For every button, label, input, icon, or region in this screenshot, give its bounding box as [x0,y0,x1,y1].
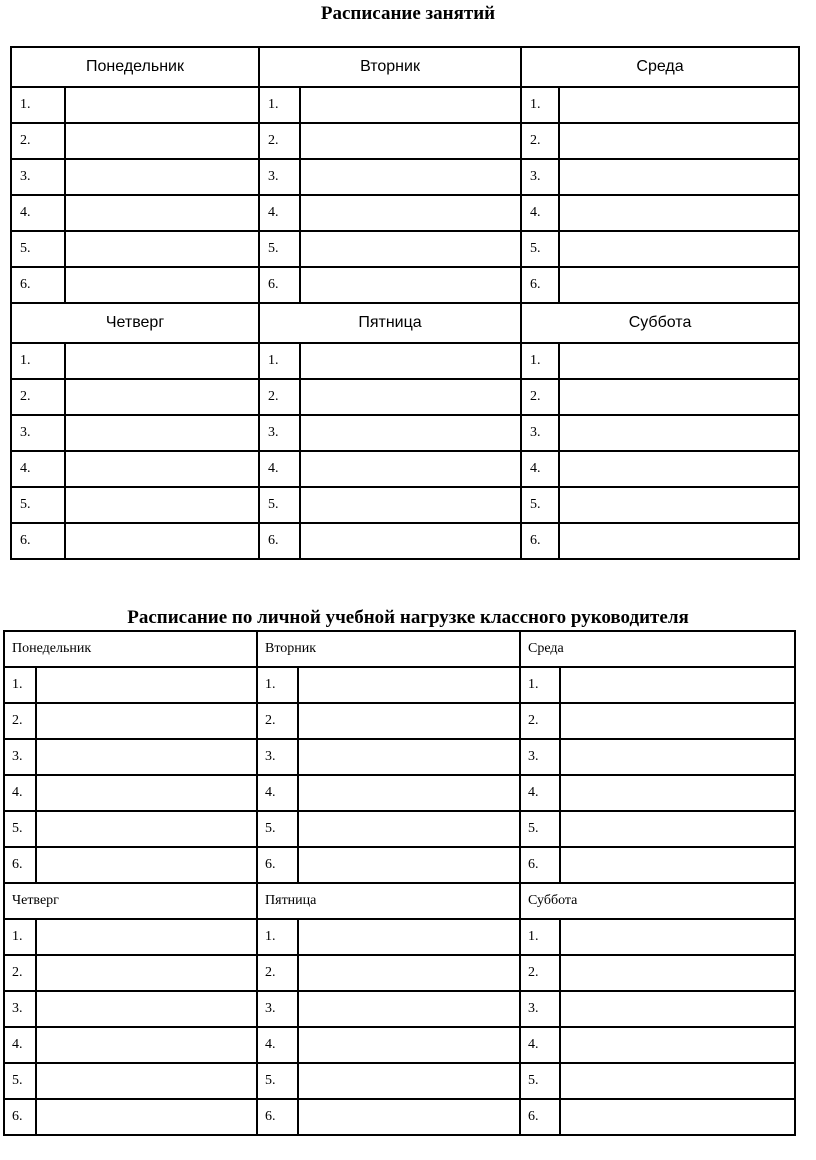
lesson-number: 5. [257,811,298,847]
lesson-number: 5. [520,811,560,847]
lesson-cell[interactable] [36,955,257,991]
lesson-row [4,667,795,703]
lesson-number: 1. [520,919,560,955]
lesson-cell[interactable] [300,123,521,159]
lesson-number: 1. [257,667,298,703]
lesson-number: 4. [4,1027,36,1063]
lesson-number: 2. [520,955,560,991]
lesson-row [11,379,799,415]
lesson-cell[interactable] [36,811,257,847]
lesson-cell[interactable] [36,703,257,739]
lesson-number: 6. [259,267,300,303]
lesson-number: 4. [259,195,300,231]
lesson-number: 2. [11,379,65,415]
lesson-cell[interactable] [300,451,521,487]
schedule-title: Расписание занятий [320,3,496,24]
lesson-cell[interactable] [65,231,259,267]
lesson-number: 6. [520,1099,560,1135]
lesson-cell[interactable] [300,267,521,303]
lesson-number: 1. [259,343,300,379]
lesson-number: 6. [520,847,560,883]
lesson-number: 2. [259,379,300,415]
lesson-cell[interactable] [300,343,521,379]
lesson-number: 2. [4,703,36,739]
lesson-cell[interactable] [560,811,795,847]
lesson-number: 6. [11,523,65,559]
lesson-cell[interactable] [559,195,799,231]
lesson-number: 2. [257,955,298,991]
lesson-number: 1. [521,343,559,379]
lesson-number: 2. [520,703,560,739]
day-header: Среда [520,631,795,667]
lesson-cell[interactable] [36,919,257,955]
day-header: Пятница [259,303,521,343]
lesson-cell[interactable] [298,811,520,847]
lesson-number: 5. [259,487,300,523]
lesson-cell[interactable] [559,379,799,415]
lesson-cell[interactable] [36,667,257,703]
teacher-load-title: Расписание по личной учебной нагрузке классного руководителя [127,607,689,628]
lesson-row [4,1063,795,1099]
lesson-cell[interactable] [36,847,257,883]
lesson-cell[interactable] [559,231,799,267]
day-header: Четверг [11,303,259,343]
lesson-cell[interactable] [300,523,521,559]
lesson-cell[interactable] [298,775,520,811]
day-header: Четверг [4,883,257,919]
lesson-number: 6. [11,267,65,303]
lesson-cell[interactable] [298,847,520,883]
lesson-number: 6. [259,523,300,559]
lesson-cell[interactable] [300,159,521,195]
lesson-number: 5. [11,231,65,267]
lesson-number: 5. [11,487,65,523]
lesson-row [4,739,795,775]
day-header: Среда [521,47,799,87]
lesson-number: 3. [520,991,560,1027]
lesson-cell[interactable] [560,955,795,991]
lesson-cell[interactable] [298,919,520,955]
lesson-cell[interactable] [300,195,521,231]
day-header: Понедельник [4,631,257,667]
lesson-cell[interactable] [298,1027,520,1063]
lesson-number: 6. [521,267,559,303]
lesson-cell[interactable] [36,1099,257,1135]
lesson-cell[interactable] [36,775,257,811]
lesson-row [11,343,799,379]
lesson-row [11,487,799,523]
day-header-row [11,303,799,343]
lesson-number: 3. [259,415,300,451]
lesson-cell[interactable] [559,267,799,303]
lesson-number: 2. [521,123,559,159]
lesson-row [11,415,799,451]
lesson-row [11,159,799,195]
lesson-number: 6. [4,1099,36,1135]
lesson-cell[interactable] [559,487,799,523]
lesson-number: 3. [11,159,65,195]
lesson-number: 2. [11,123,65,159]
lesson-row [11,231,799,267]
lesson-cell[interactable] [298,703,520,739]
lesson-number: 4. [520,1027,560,1063]
lesson-cell[interactable] [36,991,257,1027]
lesson-number: 3. [4,991,36,1027]
lesson-cell[interactable] [559,523,799,559]
lesson-cell[interactable] [300,487,521,523]
lesson-cell[interactable] [65,379,259,415]
lesson-cell[interactable] [65,267,259,303]
lesson-row [11,267,799,303]
day-header-row [11,47,799,87]
lesson-cell[interactable] [65,195,259,231]
lesson-cell[interactable] [559,415,799,451]
lesson-number: 5. [521,487,559,523]
lesson-cell[interactable] [300,415,521,451]
lesson-number: 3. [257,991,298,1027]
lesson-cell[interactable] [298,667,520,703]
teacher-load-table [3,630,796,1136]
lesson-number: 5. [521,231,559,267]
lesson-cell[interactable] [36,1063,257,1099]
day-header: Вторник [257,631,520,667]
lesson-row [11,123,799,159]
lesson-row [11,451,799,487]
lesson-cell[interactable] [65,123,259,159]
lesson-number: 6. [521,523,559,559]
lesson-number: 4. [4,775,36,811]
lesson-number: 4. [259,451,300,487]
lesson-cell[interactable] [298,1063,520,1099]
lesson-number: 3. [259,159,300,195]
lesson-cell[interactable] [560,775,795,811]
lesson-number: 5. [520,1063,560,1099]
lesson-number: 1. [4,919,36,955]
lesson-row [4,811,795,847]
day-header-row [4,631,795,667]
lesson-cell[interactable] [559,123,799,159]
lesson-cell[interactable] [65,415,259,451]
lesson-cell[interactable] [300,87,521,123]
lesson-row [4,991,795,1027]
lesson-number: 6. [4,847,36,883]
lesson-cell[interactable] [298,739,520,775]
lesson-number: 4. [520,775,560,811]
lesson-number: 1. [521,87,559,123]
lesson-number: 3. [521,159,559,195]
lesson-number: 6. [257,847,298,883]
lesson-cell[interactable] [560,739,795,775]
lesson-number: 4. [521,195,559,231]
lesson-cell[interactable] [65,523,259,559]
lesson-number: 2. [259,123,300,159]
lesson-number: 1. [11,87,65,123]
lesson-row [4,919,795,955]
lesson-row [11,523,799,559]
lesson-number: 2. [521,379,559,415]
lesson-cell[interactable] [65,451,259,487]
lesson-row [4,1099,795,1135]
lesson-cell[interactable] [560,703,795,739]
lesson-cell[interactable] [560,991,795,1027]
lesson-number: 1. [520,667,560,703]
lesson-number: 4. [257,775,298,811]
lesson-cell[interactable] [560,1099,795,1135]
lesson-number: 2. [257,703,298,739]
lesson-number: 3. [520,739,560,775]
lesson-cell[interactable] [298,991,520,1027]
lesson-cell[interactable] [300,379,521,415]
day-header: Понедельник [11,47,259,87]
lesson-row [4,847,795,883]
lesson-row [4,1027,795,1063]
lesson-cell[interactable] [298,1099,520,1135]
lesson-number: 5. [257,1063,298,1099]
lesson-row [4,775,795,811]
lesson-number: 1. [259,87,300,123]
day-header-row [4,883,795,919]
day-header: Суббота [521,303,799,343]
lesson-number: 4. [521,451,559,487]
lesson-cell[interactable] [560,919,795,955]
lesson-cell[interactable] [559,159,799,195]
lesson-cell[interactable] [559,343,799,379]
lesson-cell[interactable] [65,343,259,379]
day-header: Вторник [259,47,521,87]
schedule-table [10,46,800,560]
lesson-cell[interactable] [560,1027,795,1063]
lesson-number: 1. [11,343,65,379]
lesson-cell[interactable] [560,667,795,703]
lesson-number: 3. [257,739,298,775]
lesson-cell[interactable] [559,451,799,487]
lesson-number: 4. [11,451,65,487]
lesson-number: 1. [257,919,298,955]
lesson-number: 3. [11,415,65,451]
lesson-cell[interactable] [36,739,257,775]
lesson-row [4,955,795,991]
lesson-number: 2. [4,955,36,991]
lesson-number: 5. [259,231,300,267]
lesson-cell[interactable] [65,87,259,123]
lesson-row [4,703,795,739]
lesson-cell[interactable] [559,87,799,123]
lesson-row [11,87,799,123]
lesson-cell[interactable] [65,159,259,195]
lesson-number: 3. [4,739,36,775]
lesson-number: 1. [4,667,36,703]
lesson-cell[interactable] [65,487,259,523]
lesson-number: 4. [11,195,65,231]
lesson-cell[interactable] [36,1027,257,1063]
day-header: Суббота [520,883,795,919]
lesson-cell[interactable] [298,955,520,991]
lesson-cell[interactable] [560,1063,795,1099]
lesson-number: 3. [521,415,559,451]
lesson-row [11,195,799,231]
lesson-cell[interactable] [300,231,521,267]
lesson-number: 4. [257,1027,298,1063]
lesson-number: 6. [257,1099,298,1135]
lesson-cell[interactable] [560,847,795,883]
lesson-number: 5. [4,811,36,847]
day-header: Пятница [257,883,520,919]
lesson-number: 5. [4,1063,36,1099]
